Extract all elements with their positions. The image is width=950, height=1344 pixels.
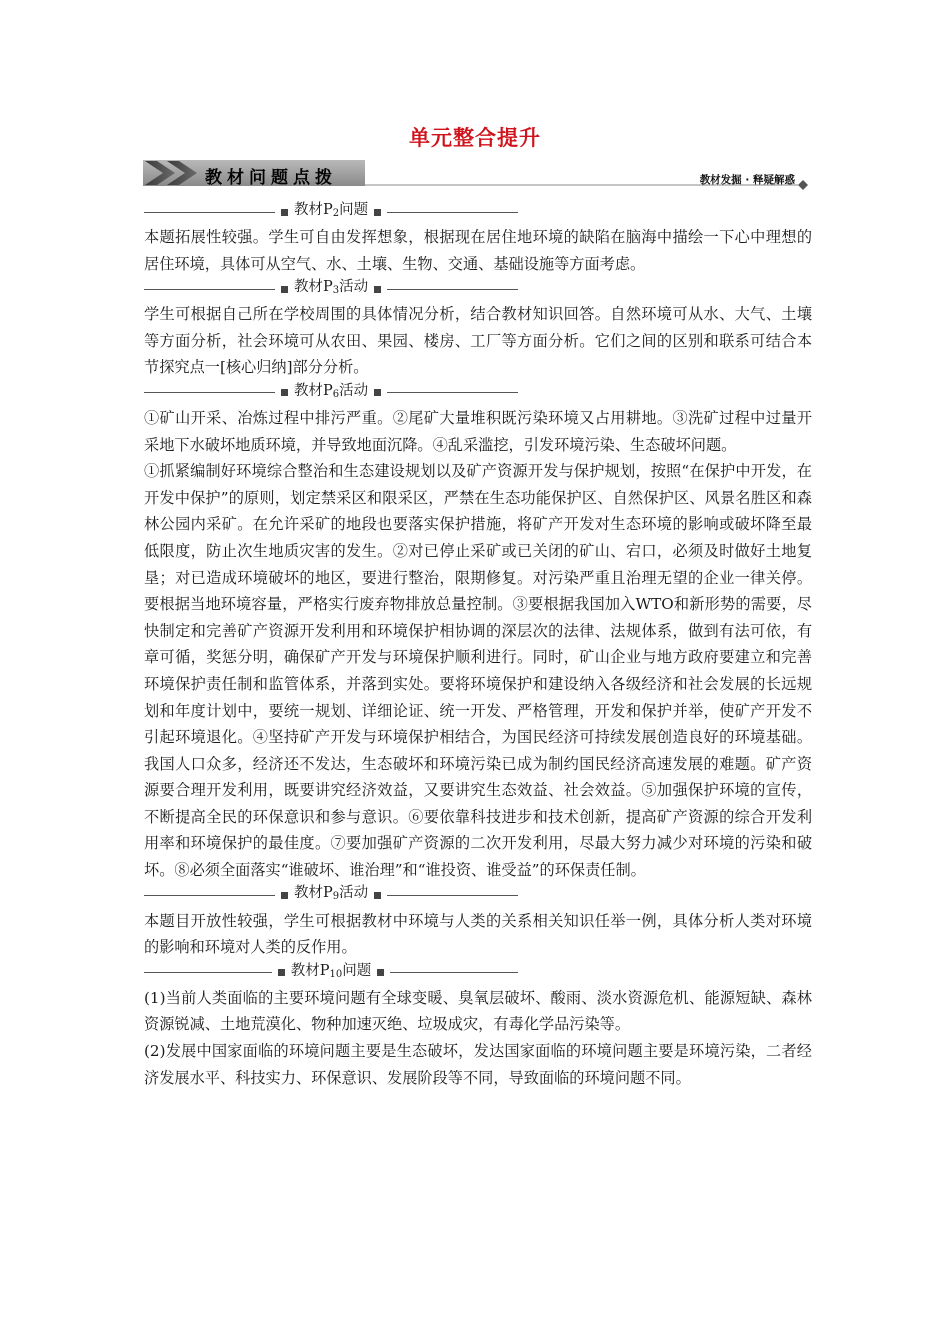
section-label-page: P (322, 201, 333, 218)
section-label-suffix: 问题 (339, 201, 369, 218)
section-label-suffix: 问题 (342, 962, 372, 979)
section-label-page-number: 3 (332, 284, 340, 296)
section-paragraph: (2)发展中国家面临的环境问题主要是生态破坏，发达国家面临的环境问题主要是环境污染，二者经济发展水平、科技实力、环保意识、发展阶段等不同，导致面临的环境问题不同。 (144, 1042, 812, 1087)
heading-rule (144, 972, 272, 973)
heading-rule (387, 212, 518, 213)
heading-rule (390, 972, 518, 973)
square-bullet-icon (374, 209, 381, 216)
square-bullet-icon (278, 969, 285, 976)
section-paragraph: 本题拓展性较强。学生可自由发挥想象，根据现在居住地环境的缺陷在脑海中描绘一下心中理想的居住环境，具体可从空气、水、土壤、生物、交通、基础设施等方面考虑。 (144, 228, 812, 273)
section-label-suffix: 活动 (339, 278, 369, 295)
heading-rule (144, 895, 275, 896)
section-label-prefix: 教材 (290, 962, 320, 979)
section-label-prefix: 教材 (293, 278, 323, 295)
section-label-prefix: 教材 (293, 382, 323, 399)
section-label (294, 378, 368, 409)
section-heading (144, 200, 518, 224)
section-paragraph: 学生可根据自己所在学校周围的具体情况分析，结合教材知识回答。自然环境可从水、大气、土壤等方面分析，社会环境可从农田、果园、楼房、工厂等方面分析。它们之间的区别和联系可结合本节探究点一[核心归纳]部分分析。 (144, 305, 812, 377)
section-heading (144, 884, 518, 908)
section-label (291, 958, 372, 989)
section-label (294, 880, 368, 911)
content-body (144, 200, 812, 1091)
square-bullet-icon (281, 286, 288, 293)
square-bullet-icon (377, 969, 384, 976)
section-label-page: P (322, 885, 333, 902)
section-heading (144, 961, 518, 985)
section-label-page: P (322, 382, 333, 399)
section-paragraph: ①矿山开采、冶炼过程中排污严重。②尾矿大量堆积既污染环境又占用耕地。③洗矿过程中过量开采地下水破坏地质环境，并导致地面沉降。④乱采滥挖，引发环境污染、生态破坏问题。 (144, 408, 812, 454)
section-heading (144, 277, 518, 301)
section-label-page-number: 10 (329, 968, 343, 980)
heading-rule (144, 212, 275, 213)
section-label-page-number: 2 (332, 207, 340, 219)
section-label-page-number: 6 (332, 388, 340, 400)
section-label-suffix: 活动 (339, 885, 369, 902)
section-label-page: P (322, 278, 333, 295)
heading-rule (144, 392, 275, 393)
page-title: 单元整合提升 (409, 126, 541, 150)
banner-label: 教材问题点拨 (205, 168, 337, 188)
section-paragraph: ①抓紧编制好环境综合整治和生态建设规划以及矿产资源开发与保护规划，按照“在保护中开发，在开发中保护”的原则，划定禁采区和限采区，严禁在生态功能保护区、自然保护区、风景名胜区和森林公园内采矿。在允许采矿的地段也要落实保护措施，将矿产开发对生态环境的影响或破坏降至最低限度，防止次生地质灾害的发生。②对已停止采矿或已关闭的矿山、宕口，必须及时做好土地复垦；对已造成环境破坏的地区，要进行整治，限期修复。对污染严重且治理无望的企业一律关停。要根据当地环境容量，严格实行废弃物排放总量控制。③要根据我国加入WTO和新形势的需要，尽快制定和完善矿产资源开发利用和环境保护相协调的深层次的法律、法规体系，做到有法可依，有章可循，奖惩分明，确保矿产开发与环境保护顺利进行。同时，矿山企业与地方政府要建立和完善环境保护责任制和监管体系，并落到实处。要将环境保护和建设纳入各级经济和社会发展的长远规划和年度计划中，要统一规划、详细论证、统一开发、严格管理，开发和保护并举，使矿产开发不引起环境退化。④坚持矿产开发与环境保护相结合，为国民经济可持续发展创造良好的环境基础。我国人口众多，经济还不发达，生态破坏和环境污染已成为制约国民经济高速发展的难题。矿产资源要合理开发利用，既要讲究经济效益，又要讲究生态效益、社会效益。⑤加强保护环境的宣传，不断提高全民的环保意识和参与意识。⑥要依靠科技进步和技术创新，提高矿产资源的综合开发利用率和环境保护的最佳度。⑦要加强矿产资源的二次开发利用，尽最大努力减少对环境的污染和破坏。⑧必须全面落实“谁破坏、谁治理”和“谁投资、谁受益”的环保责任制。 (144, 462, 812, 880)
square-bullet-icon (281, 389, 288, 396)
square-bullet-icon (374, 892, 381, 899)
square-bullet-icon (374, 389, 381, 396)
banner-subtitle: 教材发掘 · 释疑解惑 (699, 174, 795, 186)
section-heading (144, 381, 518, 405)
section-label-page: P (319, 962, 330, 979)
banner-diamond-icon (798, 180, 808, 190)
section-label (294, 197, 368, 228)
section-label-page-number: 9 (332, 891, 340, 903)
heading-rule (144, 289, 275, 290)
section-label-prefix: 教材 (293, 201, 323, 218)
section-label-suffix: 活动 (339, 382, 369, 399)
heading-rule (387, 392, 518, 393)
square-bullet-icon (281, 892, 288, 899)
section-label (294, 274, 368, 305)
heading-rule (387, 289, 518, 290)
heading-rule (387, 895, 518, 896)
section-paragraph: (1)当前人类面临的主要环境问题有全球变暖、臭氧层破坏、酸雨、淡水资源危机、能源短缺、森林资源锐减、土地荒漠化、物种加速灭绝、垃圾成灾，有毒化学品污染等。 (144, 988, 812, 1034)
section-label-prefix: 教材 (293, 885, 323, 902)
section-paragraph: 本题目开放性较强，学生可根据教材中环境与人类的关系相关知识任举一例，具体分析人类对环境的影响和环境对人类的反作用。 (144, 911, 812, 957)
square-bullet-icon (281, 209, 288, 216)
square-bullet-icon (374, 286, 381, 293)
